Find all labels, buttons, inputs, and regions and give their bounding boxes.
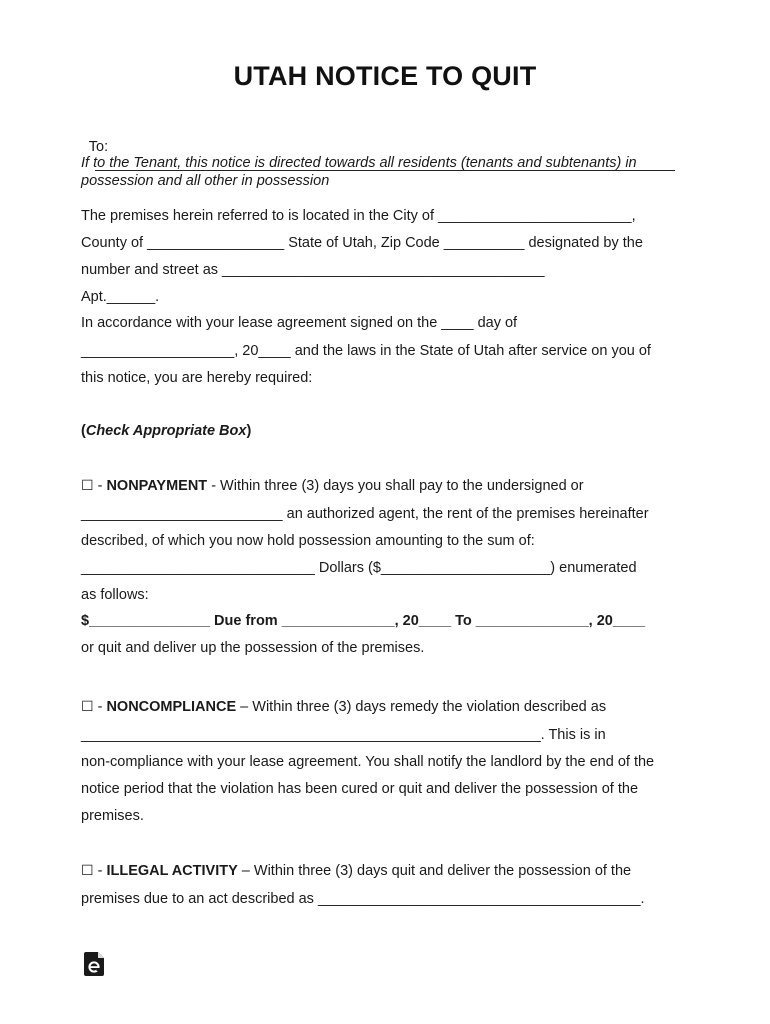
noncompliance-line-4: notice period that the violation has been cured or quit and deliver the possession of the bbox=[81, 781, 639, 797]
illegal-activity-line-1 bbox=[81, 860, 631, 881]
noncompliance-line-1 bbox=[81, 696, 606, 717]
noncompliance-line-3: non-compliance with your lease agreement. You shall notify the landlord by the end of the bbox=[81, 754, 655, 770]
noncompliance-line-5: premises. bbox=[81, 808, 144, 824]
noncompliance-dash: - bbox=[93, 699, 107, 715]
paren-close: ) bbox=[246, 423, 252, 439]
check-box-label: Check Appropriate Box bbox=[85, 423, 247, 439]
noncompliance-heading: NONCOMPLIANCE bbox=[106, 699, 237, 715]
illegal-activity-checkbox[interactable]: ☐ bbox=[81, 862, 94, 878]
accordance-line-1: In accordance with your lease agreement signed on the ____ day of bbox=[81, 315, 518, 331]
noncompliance-checkbox[interactable]: ☐ bbox=[81, 698, 94, 714]
accordance-line-3: this notice, you are hereby required: bbox=[81, 370, 313, 386]
nonpayment-text: - Within three (3) days you shall pay to the undersigned or bbox=[207, 478, 584, 494]
eforms-logo-icon bbox=[84, 952, 106, 976]
nonpayment-line-2: _________________________ an authorized agent, the rent of the premises hereinafter bbox=[81, 506, 649, 522]
illegal-activity-line-2: premises due to an act described as ________________________________________. bbox=[81, 891, 645, 907]
nonpayment-checkbox[interactable]: ☐ bbox=[81, 477, 94, 493]
paren-open: ( bbox=[81, 423, 86, 439]
noncompliance-text: – Within three (3) days remedy the violation described as bbox=[236, 699, 607, 715]
nonpayment-heading: NONPAYMENT bbox=[106, 478, 208, 494]
accordance-line-2: ___________________, 20____ and the laws in the State of Utah after service on you of bbox=[81, 343, 651, 359]
nonpayment-line-6: $_______________ Due from ______________, 20____ To ______________, 20____ bbox=[81, 613, 646, 629]
nonpayment-line-3: described, of which you now hold possession amounting to the sum of: bbox=[81, 533, 535, 549]
to-label: To: bbox=[88, 139, 109, 155]
nonpayment-line-5: as follows: bbox=[81, 587, 149, 603]
illegal-activity-dash: - bbox=[93, 863, 107, 879]
tenant-note-line-1: If to the Tenant, this notice is directed towards all residents (tenants and subtenants) in bbox=[81, 155, 637, 171]
nonpayment-dash: - bbox=[93, 478, 107, 494]
illegal-activity-text: – Within three (3) days quit and deliver the possession of the bbox=[237, 863, 632, 879]
tenant-note-line-2: possession and all other in possession bbox=[81, 173, 330, 189]
premises-line-2: County of _________________ State of Utah, Zip Code __________ designated by the bbox=[81, 235, 643, 251]
premises-line-4: Apt.______. bbox=[81, 289, 160, 305]
illegal-activity-heading: ILLEGAL ACTIVITY bbox=[106, 863, 238, 879]
nonpayment-line-1 bbox=[81, 475, 584, 496]
nonpayment-line-7: or quit and deliver up the possession of the premises. bbox=[81, 640, 425, 656]
premises-line-3: number and street as ________________________________________ bbox=[81, 262, 545, 278]
nonpayment-line-4: _____________________________ Dollars ($_____________________) enumerated bbox=[81, 560, 637, 576]
check-box-instruction bbox=[81, 421, 251, 441]
noncompliance-line-2: _________________________________________________________. This is in bbox=[81, 727, 606, 743]
premises-line-1: The premises herein referred to is located in the City of ________________________, bbox=[81, 208, 636, 224]
document-title: UTAH NOTICE TO QUIT bbox=[233, 61, 537, 91]
